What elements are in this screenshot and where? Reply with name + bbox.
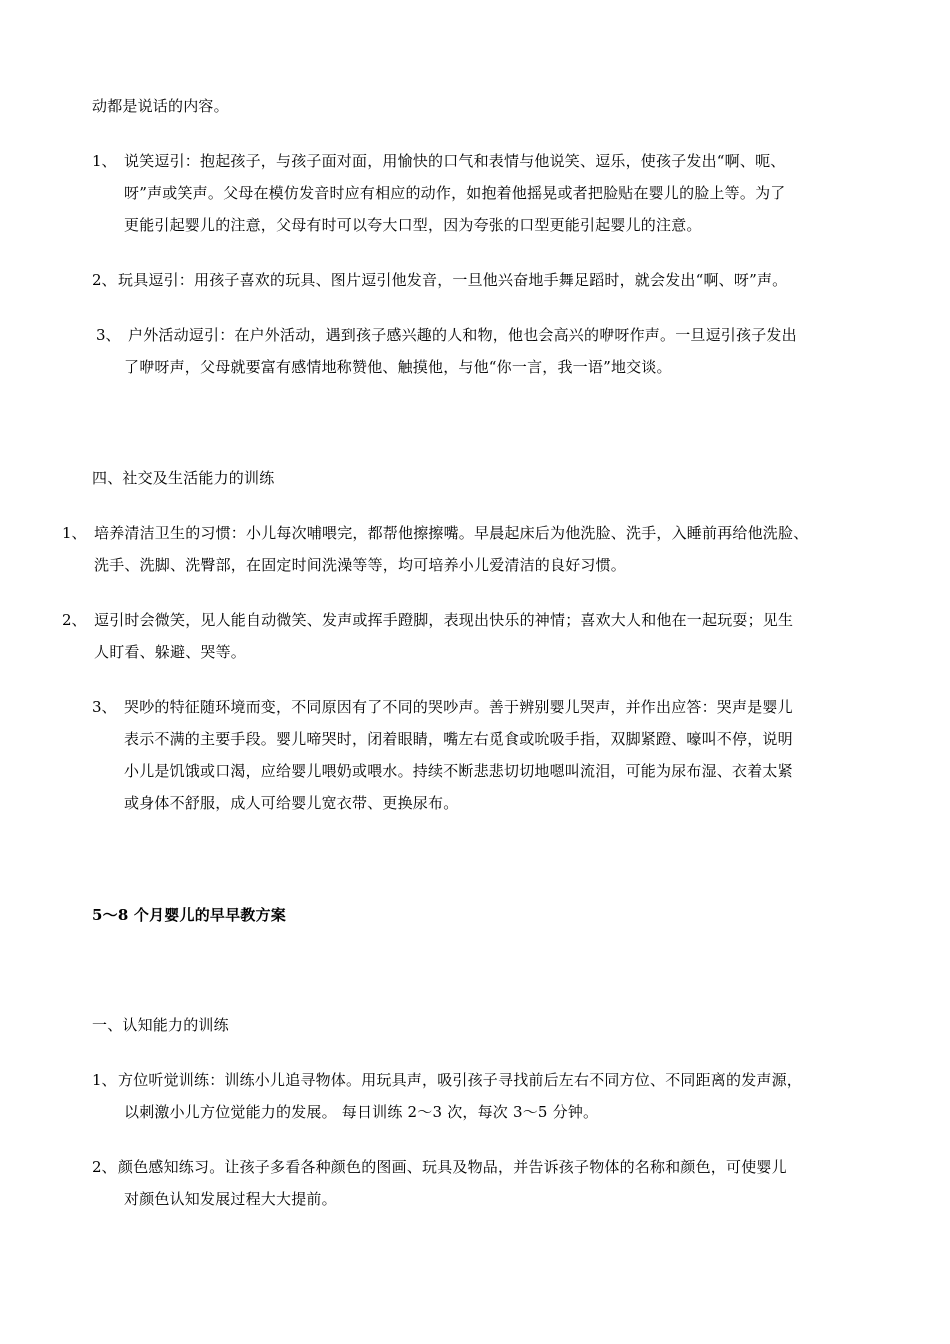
paragraph-line: 了咿呀声，父母就要富有感情地称赞他、触摸他，与他“你一言，我一语”地交谈。 — [124, 358, 672, 376]
paragraph-line: 表示不满的主要手段。婴儿啼哭时，闭着眼睛，嘴左右觅食或吮吸手指，双脚紧蹬、嚎叫不停，说明 — [124, 730, 793, 748]
item-number: 2、 — [92, 1158, 117, 1176]
paragraph-line: 培养清洁卫生的习惯：小儿每次哺喂完，都帮他擦擦嘴。早晨起床后为他洗脸、洗手，入睡前再给他洗脸、 — [94, 524, 809, 542]
paragraph-line: 哭吵的特征随环境而变，不同原因有了不同的哭吵声。善于辨别婴儿哭声，并作出应答：哭声是婴儿 — [124, 698, 793, 716]
paragraph-line: 洗手、洗脚、洗臀部，在固定时间洗澡等等，均可培养小儿爱清洁的良好习惯。 — [94, 556, 627, 574]
item-number: 1、 — [92, 152, 117, 170]
paragraph-line: 人盯看、躲避、哭等。 — [94, 643, 247, 661]
item-number: 1、 — [92, 1071, 117, 1089]
item-number: 2、 — [62, 611, 87, 629]
item-number: 1、 — [62, 524, 87, 542]
section-heading-social: 四、社交及生活能力的训练 — [92, 469, 275, 487]
paragraph-line: 或身体不舒服，成人可给婴儿宽衣带、更换尿布。 — [124, 794, 459, 812]
item-number: 2、 — [92, 271, 117, 289]
paragraph-line: 小儿是饥饿或口渴，应给婴儿喂奶或喂水。持续不断悲悲切切地嗯叫流泪，可能为尿布湿、衣着太紧 — [124, 762, 793, 780]
paragraph-line: 逗引时会微笑，见人能自动微笑、发声或挥手蹬脚，表现出快乐的神情；喜欢大人和他在一起玩耍；见生 — [94, 611, 794, 629]
item-number: 3、 — [96, 326, 121, 344]
item-number: 3、 — [92, 698, 117, 716]
paragraph-line: 以刺激小儿方位觉能力的发展。 每日训练 2～3 次，每次 3～5 分钟。 — [124, 1103, 599, 1121]
paragraph-line: 说笑逗引：抱起孩子，与孩子面对面，用愉快的口气和表情与他说笑、逗乐，使孩子发出“啊、呃、 — [124, 152, 786, 170]
paragraph-line: 呀”声或笑声。父母在模仿发音时应有相应的动作，如抱着他摇晃或者把脸贴在婴儿的脸上等。为了 — [124, 184, 786, 202]
paragraph-line: 玩具逗引：用孩子喜欢的玩具、图片逗引他发音，一旦他兴奋地手舞足蹈时，就会发出“啊、呀”声。 — [118, 271, 788, 289]
paragraph-line: 更能引起婴儿的注意，父母有时可以夸大口型，因为夸张的口型更能引起婴儿的注意。 — [124, 216, 702, 234]
intro-line: 动都是说话的内容。 — [92, 97, 229, 115]
paragraph-line: 户外活动逗引：在户外活动，遇到孩子感兴趣的人和物，他也会高兴的咿呀作声。一旦逗引孩子发出 — [128, 326, 797, 344]
paragraph-line: 方位听觉训练：训练小儿追寻物体。用玩具声，吸引孩子寻找前后左右不同方位、不同距离的发声源， — [118, 1071, 803, 1089]
paragraph-line: 对颜色认知发展过程大大提前。 — [124, 1190, 337, 1208]
section-heading-cognitive: 一、认知能力的训练 — [92, 1016, 229, 1034]
paragraph-line: 颜色感知练习。让孩子多看各种颜色的图画、玩具及物品，并告诉孩子物体的名称和颜色，可使婴儿 — [118, 1158, 787, 1176]
plan-title: 5～8 个月婴儿的早早教方案 — [92, 906, 286, 924]
